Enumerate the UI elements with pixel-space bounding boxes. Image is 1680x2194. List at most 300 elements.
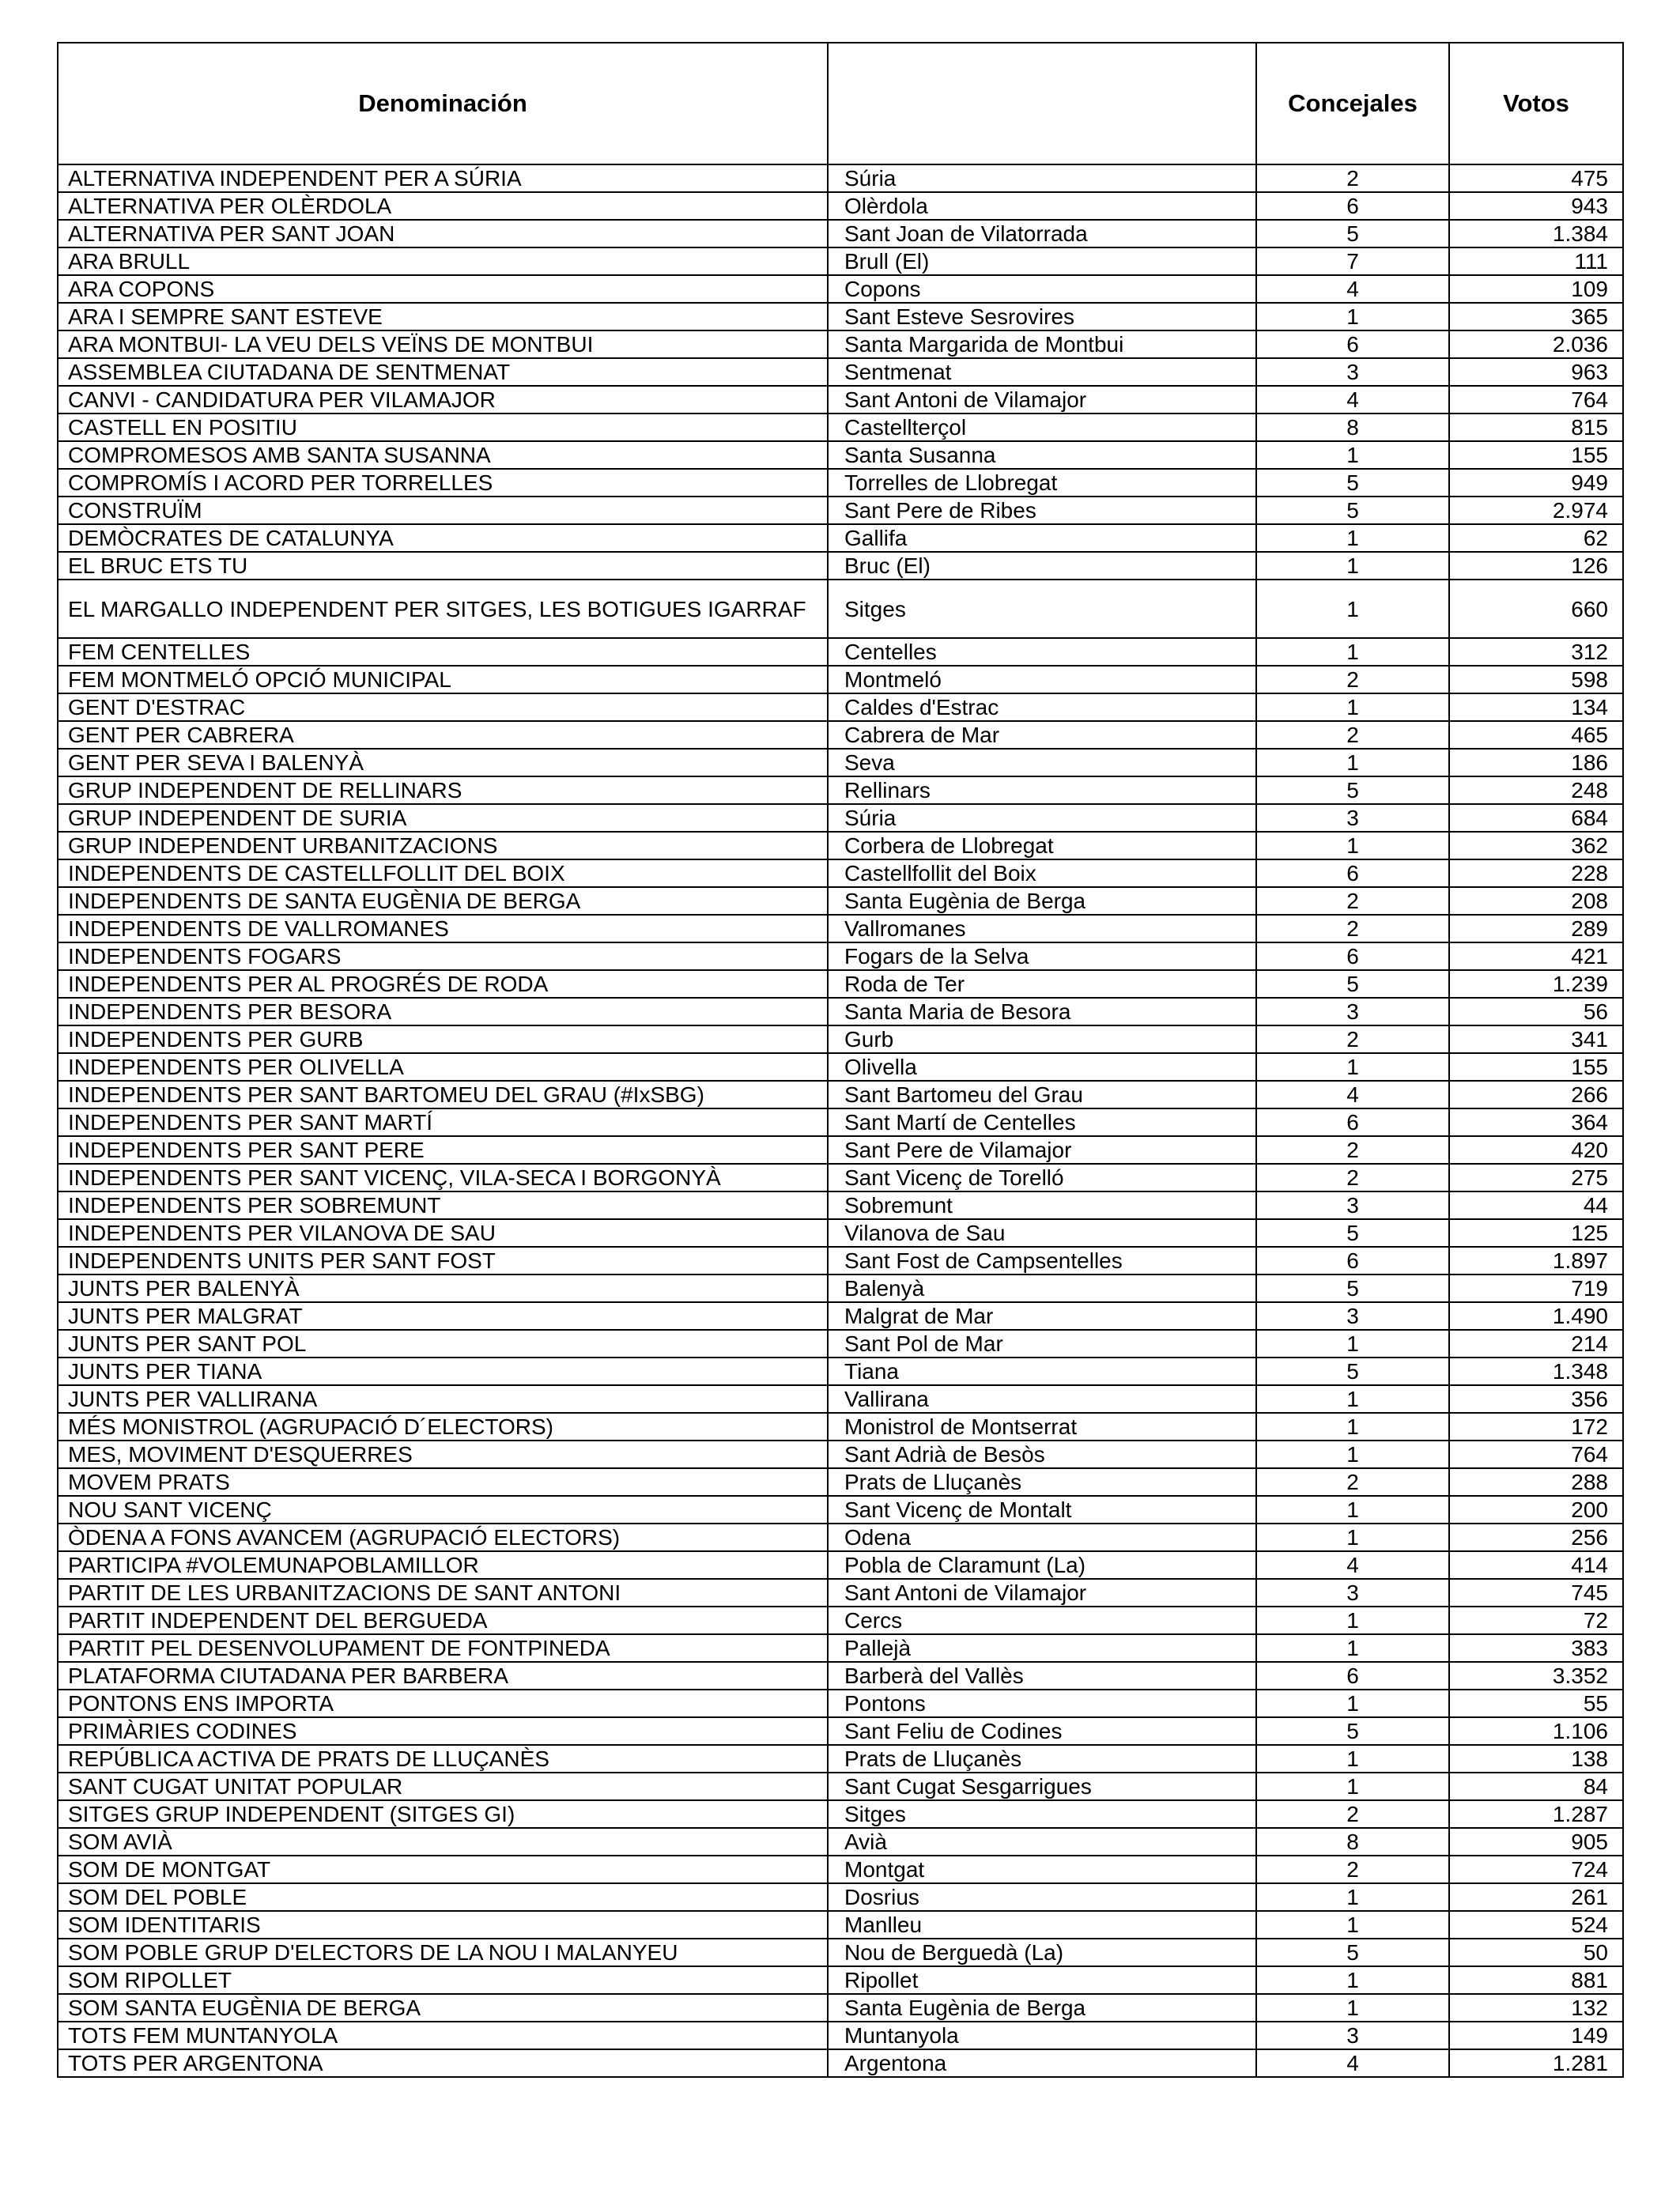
cell-votos: 905: [1449, 1828, 1623, 1856]
cell-denominacion: SOM SANTA EUGÈNIA DE BERGA: [58, 1994, 828, 2022]
table-row: [58, 1911, 1623, 1939]
cell-concejales: 5: [1256, 469, 1449, 497]
table-row: [58, 275, 1623, 303]
cell-concejales: 1: [1256, 1745, 1449, 1773]
cell-votos: 200: [1449, 1496, 1623, 1524]
cell-votos: 815: [1449, 413, 1623, 441]
cell-votos: 465: [1449, 721, 1623, 749]
cell-votos: 881: [1449, 1966, 1623, 1994]
cell-votos: 266: [1449, 1081, 1623, 1108]
cell-votos: 943: [1449, 192, 1623, 220]
table-row: [58, 497, 1623, 524]
cell-concejales: 3: [1256, 358, 1449, 386]
cell-concejales: 5: [1256, 1717, 1449, 1745]
cell-municipio: Avià: [828, 1828, 1256, 1856]
cell-votos: 364: [1449, 1108, 1623, 1136]
cell-votos: 764: [1449, 386, 1623, 413]
header-municipio: [828, 43, 1256, 164]
table-row: [58, 1164, 1623, 1191]
cell-municipio: Prats de Lluçanès: [828, 1468, 1256, 1496]
cell-concejales: 5: [1256, 497, 1449, 524]
cell-votos: 312: [1449, 638, 1623, 666]
cell-concejales: 5: [1256, 1219, 1449, 1247]
cell-votos: 132: [1449, 1994, 1623, 2022]
cell-votos: 72: [1449, 1607, 1623, 1634]
cell-municipio: Castellterçol: [828, 413, 1256, 441]
cell-votos: 524: [1449, 1911, 1623, 1939]
cell-votos: 949: [1449, 469, 1623, 497]
cell-denominacion: ARA BRULL: [58, 247, 828, 275]
cell-denominacion: EL BRUC ETS TU: [58, 552, 828, 580]
cell-votos: 109: [1449, 275, 1623, 303]
table-row: [58, 1939, 1623, 1966]
cell-municipio: Monistrol de Montserrat: [828, 1413, 1256, 1441]
cell-municipio: Sant Fost de Campsentelles: [828, 1247, 1256, 1274]
cell-denominacion: GENT PER SEVA I BALENYÀ: [58, 749, 828, 776]
table-row: [58, 1219, 1623, 1247]
table-row: [58, 330, 1623, 358]
cell-concejales: 2: [1256, 1800, 1449, 1828]
cell-votos: 172: [1449, 1413, 1623, 1441]
table-row: [58, 1662, 1623, 1690]
cell-municipio: Nou de Berguedà (La): [828, 1939, 1256, 1966]
cell-denominacion: MES, MOVIMENT D'ESQUERRES: [58, 1441, 828, 1468]
cell-votos: 214: [1449, 1330, 1623, 1358]
table-row: [58, 1690, 1623, 1717]
cell-concejales: 5: [1256, 1358, 1449, 1385]
cell-votos: 261: [1449, 1883, 1623, 1911]
cell-denominacion: INDEPENDENTS PER SANT MARTÍ: [58, 1108, 828, 1136]
table-row: [58, 887, 1623, 915]
cell-municipio: Caldes d'Estrac: [828, 693, 1256, 721]
table-row: [58, 1330, 1623, 1358]
cell-municipio: Fogars de la Selva: [828, 942, 1256, 970]
cell-denominacion: INDEPENDENTS PER AL PROGRÉS DE RODA: [58, 970, 828, 998]
cell-denominacion: INDEPENDENTS PER SANT BARTOMEU DEL GRAU (#IxSBG): [58, 1081, 828, 1108]
cell-votos: 365: [1449, 303, 1623, 330]
table-row: [58, 1136, 1623, 1164]
cell-concejales: 4: [1256, 1551, 1449, 1579]
cell-denominacion: PARTIT INDEPENDENT DEL BERGUEDA: [58, 1607, 828, 1634]
cell-concejales: 3: [1256, 1302, 1449, 1330]
table-row: [58, 804, 1623, 832]
cell-votos: 475: [1449, 164, 1623, 192]
cell-denominacion: INDEPENDENTS DE SANTA EUGÈNIA DE BERGA: [58, 887, 828, 915]
cell-municipio: Gurb: [828, 1025, 1256, 1053]
cell-votos: 155: [1449, 1053, 1623, 1081]
cell-municipio: Tiana: [828, 1358, 1256, 1385]
cell-votos: 598: [1449, 666, 1623, 693]
cell-municipio: Sant Vicenç de Montalt: [828, 1496, 1256, 1524]
cell-concejales: 6: [1256, 192, 1449, 220]
cell-denominacion: JUNTS PER SANT POL: [58, 1330, 828, 1358]
cell-denominacion: JUNTS PER VALLIRANA: [58, 1385, 828, 1413]
cell-votos: 208: [1449, 887, 1623, 915]
cell-denominacion: ARA COPONS: [58, 275, 828, 303]
cell-votos: 719: [1449, 1274, 1623, 1302]
cell-denominacion: GRUP INDEPENDENT DE RELLINARS: [58, 776, 828, 804]
cell-denominacion: PONTONS ENS IMPORTA: [58, 1690, 828, 1717]
cell-concejales: 3: [1256, 804, 1449, 832]
cell-municipio: Sant Antoni de Vilamajor: [828, 386, 1256, 413]
table-row: [58, 1496, 1623, 1524]
cell-denominacion: INDEPENDENTS PER VILANOVA DE SAU: [58, 1219, 828, 1247]
cell-municipio: Sant Pere de Ribes: [828, 497, 1256, 524]
table-row: [58, 220, 1623, 247]
cell-municipio: Manlleu: [828, 1911, 1256, 1939]
cell-municipio: Dosrius: [828, 1883, 1256, 1911]
cell-denominacion: SOM POBLE GRUP D'ELECTORS DE LA NOU I MALANYEU: [58, 1939, 828, 1966]
cell-denominacion: COMPROMESOS AMB SANTA SUSANNA: [58, 441, 828, 469]
table-row: [58, 1081, 1623, 1108]
cell-municipio: Sentmenat: [828, 358, 1256, 386]
table-row: [58, 638, 1623, 666]
cell-denominacion: SOM AVIÀ: [58, 1828, 828, 1856]
table-row: [58, 776, 1623, 804]
table-row: [58, 1634, 1623, 1662]
cell-municipio: Sant Feliu de Codines: [828, 1717, 1256, 1745]
table-row: [58, 303, 1623, 330]
cell-concejales: 5: [1256, 220, 1449, 247]
table-row: [58, 1607, 1623, 1634]
table-row: [58, 164, 1623, 192]
cell-votos: 1.490: [1449, 1302, 1623, 1330]
cell-denominacion: CASTELL EN POSITIU: [58, 413, 828, 441]
cell-votos: 414: [1449, 1551, 1623, 1579]
cell-concejales: 7: [1256, 247, 1449, 275]
cell-municipio: Sitges: [828, 1800, 1256, 1828]
cell-municipio: Santa Eugènia de Berga: [828, 1994, 1256, 2022]
cell-concejales: 1: [1256, 1524, 1449, 1551]
cell-municipio: Sant Martí de Centelles: [828, 1108, 1256, 1136]
cell-municipio: Sant Joan de Vilatorrada: [828, 220, 1256, 247]
cell-concejales: 3: [1256, 1579, 1449, 1607]
cell-votos: 2.036: [1449, 330, 1623, 358]
cell-concejales: 1: [1256, 1634, 1449, 1662]
cell-municipio: Rellinars: [828, 776, 1256, 804]
cell-denominacion: ALTERNATIVA PER SANT JOAN: [58, 220, 828, 247]
cell-municipio: Sant Pol de Mar: [828, 1330, 1256, 1358]
cell-denominacion: SOM DE MONTGAT: [58, 1856, 828, 1883]
table-row: [58, 859, 1623, 887]
cell-concejales: 2: [1256, 1856, 1449, 1883]
cell-denominacion: JUNTS PER TIANA: [58, 1358, 828, 1385]
table-header-row: [58, 43, 1623, 164]
cell-concejales: 6: [1256, 1247, 1449, 1274]
cell-denominacion: EL MARGALLO INDEPENDENT PER SITGES, LES BOTIGUES IGARRAF: [58, 580, 828, 638]
table-row: [58, 524, 1623, 552]
cell-concejales: 6: [1256, 942, 1449, 970]
cell-concejales: 1: [1256, 1607, 1449, 1634]
cell-municipio: Bruc (El): [828, 552, 1256, 580]
cell-municipio: Malgrat de Mar: [828, 1302, 1256, 1330]
cell-municipio: Copons: [828, 275, 1256, 303]
cell-municipio: Pontons: [828, 1690, 1256, 1717]
table-row: [58, 1551, 1623, 1579]
cell-concejales: 2: [1256, 1468, 1449, 1496]
table-row: [58, 942, 1623, 970]
cell-votos: 248: [1449, 776, 1623, 804]
cell-denominacion: SOM RIPOLLET: [58, 1966, 828, 1994]
cell-votos: 1.239: [1449, 970, 1623, 998]
table-row: [58, 441, 1623, 469]
table-row: [58, 1108, 1623, 1136]
cell-denominacion: MOVEM PRATS: [58, 1468, 828, 1496]
table-row: [58, 1468, 1623, 1496]
cell-municipio: Cabrera de Mar: [828, 721, 1256, 749]
cell-denominacion: ALTERNATIVA PER OLÈRDOLA: [58, 192, 828, 220]
cell-denominacion: GRUP INDEPENDENT DE SURIA: [58, 804, 828, 832]
cell-concejales: 3: [1256, 1191, 1449, 1219]
cell-municipio: Prats de Lluçanès: [828, 1745, 1256, 1773]
cell-votos: 155: [1449, 441, 1623, 469]
table-row: [58, 413, 1623, 441]
cell-municipio: Montgat: [828, 1856, 1256, 1883]
cell-denominacion: INDEPENDENTS UNITS PER SANT FOST: [58, 1247, 828, 1274]
table-row: [58, 1745, 1623, 1773]
cell-concejales: 3: [1256, 998, 1449, 1025]
cell-municipio: Santa Margarida de Montbui: [828, 330, 1256, 358]
cell-concejales: 1: [1256, 832, 1449, 859]
cell-denominacion: JUNTS PER MALGRAT: [58, 1302, 828, 1330]
cell-votos: 56: [1449, 998, 1623, 1025]
cell-votos: 724: [1449, 1856, 1623, 1883]
table-body: [58, 164, 1623, 2077]
cell-denominacion: SOM IDENTITARIS: [58, 1911, 828, 1939]
cell-votos: 1.897: [1449, 1247, 1623, 1274]
cell-denominacion: MÉS MONISTROL (AGRUPACIÓ D´ELECTORS): [58, 1413, 828, 1441]
cell-municipio: Santa Maria de Besora: [828, 998, 1256, 1025]
cell-denominacion: GENT PER CABRERA: [58, 721, 828, 749]
cell-votos: 50: [1449, 1939, 1623, 1966]
cell-denominacion: INDEPENDENTS DE CASTELLFOLLIT DEL BOIX: [58, 859, 828, 887]
cell-municipio: Sant Bartomeu del Grau: [828, 1081, 1256, 1108]
cell-municipio: Castellfollit del Boix: [828, 859, 1256, 887]
cell-denominacion: ALTERNATIVA INDEPENDENT PER A SÚRIA: [58, 164, 828, 192]
cell-municipio: Cercs: [828, 1607, 1256, 1634]
cell-concejales: 6: [1256, 330, 1449, 358]
cell-concejales: 1: [1256, 1690, 1449, 1717]
cell-votos: 764: [1449, 1441, 1623, 1468]
cell-votos: 745: [1449, 1579, 1623, 1607]
cell-municipio: Argentona: [828, 2049, 1256, 2077]
cell-votos: 228: [1449, 859, 1623, 887]
cell-votos: 256: [1449, 1524, 1623, 1551]
cell-votos: 138: [1449, 1745, 1623, 1773]
cell-municipio: Sant Pere de Vilamajor: [828, 1136, 1256, 1164]
cell-municipio: Vallromanes: [828, 915, 1256, 942]
cell-denominacion: SITGES GRUP INDEPENDENT (SITGES GI): [58, 1800, 828, 1828]
table-row: [58, 1579, 1623, 1607]
table-row: [58, 386, 1623, 413]
cell-votos: 84: [1449, 1773, 1623, 1800]
cell-concejales: 4: [1256, 386, 1449, 413]
table-row: [58, 247, 1623, 275]
cell-votos: 126: [1449, 552, 1623, 580]
cell-concejales: 5: [1256, 1939, 1449, 1966]
cell-municipio: Sobremunt: [828, 1191, 1256, 1219]
cell-denominacion: INDEPENDENTS PER OLIVELLA: [58, 1053, 828, 1081]
header-denominacion: Denominación: [58, 43, 828, 164]
cell-votos: 963: [1449, 358, 1623, 386]
cell-municipio: Vilanova de Sau: [828, 1219, 1256, 1247]
cell-votos: 362: [1449, 832, 1623, 859]
cell-municipio: Sant Esteve Sesrovires: [828, 303, 1256, 330]
cell-votos: 684: [1449, 804, 1623, 832]
header-votos: Votos: [1449, 43, 1623, 164]
cell-concejales: 2: [1256, 1164, 1449, 1191]
table-row: [58, 1302, 1623, 1330]
cell-concejales: 1: [1256, 749, 1449, 776]
cell-votos: 356: [1449, 1385, 1623, 1413]
cell-municipio: Muntanyola: [828, 2022, 1256, 2049]
cell-concejales: 1: [1256, 1441, 1449, 1468]
cell-municipio: Pallejà: [828, 1634, 1256, 1662]
cell-votos: 1.384: [1449, 220, 1623, 247]
cell-municipio: Centelles: [828, 638, 1256, 666]
cell-concejales: 1: [1256, 552, 1449, 580]
cell-concejales: 2: [1256, 1136, 1449, 1164]
table-row: [58, 1856, 1623, 1883]
cell-votos: 1.287: [1449, 1800, 1623, 1828]
cell-concejales: 4: [1256, 1081, 1449, 1108]
table-row: [58, 1025, 1623, 1053]
cell-municipio: Seva: [828, 749, 1256, 776]
cell-denominacion: PARTICIPA #VOLEMUNAPOBLAMILLOR: [58, 1551, 828, 1579]
cell-denominacion: INDEPENDENTS PER SANT VICENÇ, VILA-SECA I BORGONYÀ: [58, 1164, 828, 1191]
table-row: [58, 469, 1623, 497]
cell-concejales: 5: [1256, 776, 1449, 804]
table-row: [58, 1191, 1623, 1219]
cell-concejales: 2: [1256, 915, 1449, 942]
cell-municipio: Pobla de Claramunt (La): [828, 1551, 1256, 1579]
cell-municipio: Torrelles de Llobregat: [828, 469, 1256, 497]
table-row: [58, 580, 1623, 638]
cell-votos: 1.106: [1449, 1717, 1623, 1745]
table-row: [58, 749, 1623, 776]
cell-concejales: 1: [1256, 441, 1449, 469]
table-row: [58, 1828, 1623, 1856]
cell-denominacion: NOU SANT VICENÇ: [58, 1496, 828, 1524]
cell-denominacion: INDEPENDENTS FOGARS: [58, 942, 828, 970]
cell-votos: 421: [1449, 942, 1623, 970]
cell-concejales: 8: [1256, 1828, 1449, 1856]
cell-votos: 111: [1449, 247, 1623, 275]
cell-votos: 149: [1449, 2022, 1623, 2049]
cell-concejales: 6: [1256, 1662, 1449, 1690]
table-row: [58, 1441, 1623, 1468]
cell-denominacion: ARA I SEMPRE SANT ESTEVE: [58, 303, 828, 330]
cell-concejales: 1: [1256, 693, 1449, 721]
table-row: [58, 666, 1623, 693]
cell-votos: 1.281: [1449, 2049, 1623, 2077]
cell-municipio: Barberà del Vallès: [828, 1662, 1256, 1690]
table-row: [58, 192, 1623, 220]
cell-votos: 62: [1449, 524, 1623, 552]
cell-concejales: 1: [1256, 1330, 1449, 1358]
cell-votos: 1.348: [1449, 1358, 1623, 1385]
table-row: [58, 721, 1623, 749]
table-row: [58, 832, 1623, 859]
table-row: [58, 1883, 1623, 1911]
cell-denominacion: REPÚBLICA ACTIVA DE PRATS DE LLUÇANÈS: [58, 1745, 828, 1773]
cell-votos: 420: [1449, 1136, 1623, 1164]
cell-municipio: Gallifa: [828, 524, 1256, 552]
cell-concejales: 2: [1256, 1025, 1449, 1053]
cell-concejales: 5: [1256, 1274, 1449, 1302]
cell-concejales: 1: [1256, 1053, 1449, 1081]
cell-municipio: Sant Antoni de Vilamajor: [828, 1579, 1256, 1607]
table-row: [58, 915, 1623, 942]
cell-concejales: 4: [1256, 2049, 1449, 2077]
table-row: [58, 998, 1623, 1025]
cell-denominacion: SANT CUGAT UNITAT POPULAR: [58, 1773, 828, 1800]
cell-denominacion: PARTIT PEL DESENVOLUPAMENT DE FONTPINEDA: [58, 1634, 828, 1662]
cell-votos: 55: [1449, 1690, 1623, 1717]
table-row: [58, 2022, 1623, 2049]
header-concejales: Concejales: [1256, 43, 1449, 164]
cell-votos: 383: [1449, 1634, 1623, 1662]
cell-concejales: 6: [1256, 1108, 1449, 1136]
cell-concejales: 6: [1256, 859, 1449, 887]
cell-municipio: Corbera de Llobregat: [828, 832, 1256, 859]
cell-denominacion: TOTS FEM MUNTANYOLA: [58, 2022, 828, 2049]
table-row: [58, 1413, 1623, 1441]
table-row: [58, 970, 1623, 998]
results-table: [57, 42, 1624, 2078]
cell-municipio: Olivella: [828, 1053, 1256, 1081]
cell-concejales: 1: [1256, 1911, 1449, 1939]
table-row: [58, 1053, 1623, 1081]
cell-votos: 44: [1449, 1191, 1623, 1219]
cell-votos: 289: [1449, 915, 1623, 942]
cell-votos: 341: [1449, 1025, 1623, 1053]
table-row: [58, 1966, 1623, 1994]
cell-denominacion: TOTS PER ARGENTONA: [58, 2049, 828, 2077]
cell-denominacion: CANVI - CANDIDATURA PER VILAMAJOR: [58, 386, 828, 413]
cell-denominacion: ASSEMBLEA CIUTADANA DE SENTMENAT: [58, 358, 828, 386]
cell-concejales: 5: [1256, 970, 1449, 998]
table-row: [58, 1274, 1623, 1302]
cell-denominacion: SOM DEL POBLE: [58, 1883, 828, 1911]
table-row: [58, 358, 1623, 386]
cell-denominacion: PARTIT DE LES URBANITZACIONS DE SANT ANTONI: [58, 1579, 828, 1607]
cell-votos: 125: [1449, 1219, 1623, 1247]
cell-denominacion: JUNTS PER BALENYÀ: [58, 1274, 828, 1302]
table-row: [58, 1385, 1623, 1413]
cell-denominacion: INDEPENDENTS PER SOBREMUNT: [58, 1191, 828, 1219]
cell-votos: 288: [1449, 1468, 1623, 1496]
table-row: [58, 2049, 1623, 2077]
table-row: [58, 693, 1623, 721]
cell-municipio: Olèrdola: [828, 192, 1256, 220]
cell-denominacion: GENT D'ESTRAC: [58, 693, 828, 721]
cell-denominacion: ARA MONTBUI- LA VEU DELS VEÏNS DE MONTBUI: [58, 330, 828, 358]
cell-denominacion: GRUP INDEPENDENT URBANITZACIONS: [58, 832, 828, 859]
table-row: [58, 552, 1623, 580]
cell-municipio: Santa Eugènia de Berga: [828, 887, 1256, 915]
cell-municipio: Santa Susanna: [828, 441, 1256, 469]
table-row: [58, 1247, 1623, 1274]
cell-votos: 2.974: [1449, 497, 1623, 524]
cell-concejales: 1: [1256, 303, 1449, 330]
cell-denominacion: CONSTRUÏM: [58, 497, 828, 524]
cell-concejales: 1: [1256, 1883, 1449, 1911]
cell-concejales: 2: [1256, 666, 1449, 693]
cell-denominacion: DEMÒCRATES DE CATALUNYA: [58, 524, 828, 552]
cell-votos: 660: [1449, 580, 1623, 638]
cell-municipio: Súria: [828, 164, 1256, 192]
